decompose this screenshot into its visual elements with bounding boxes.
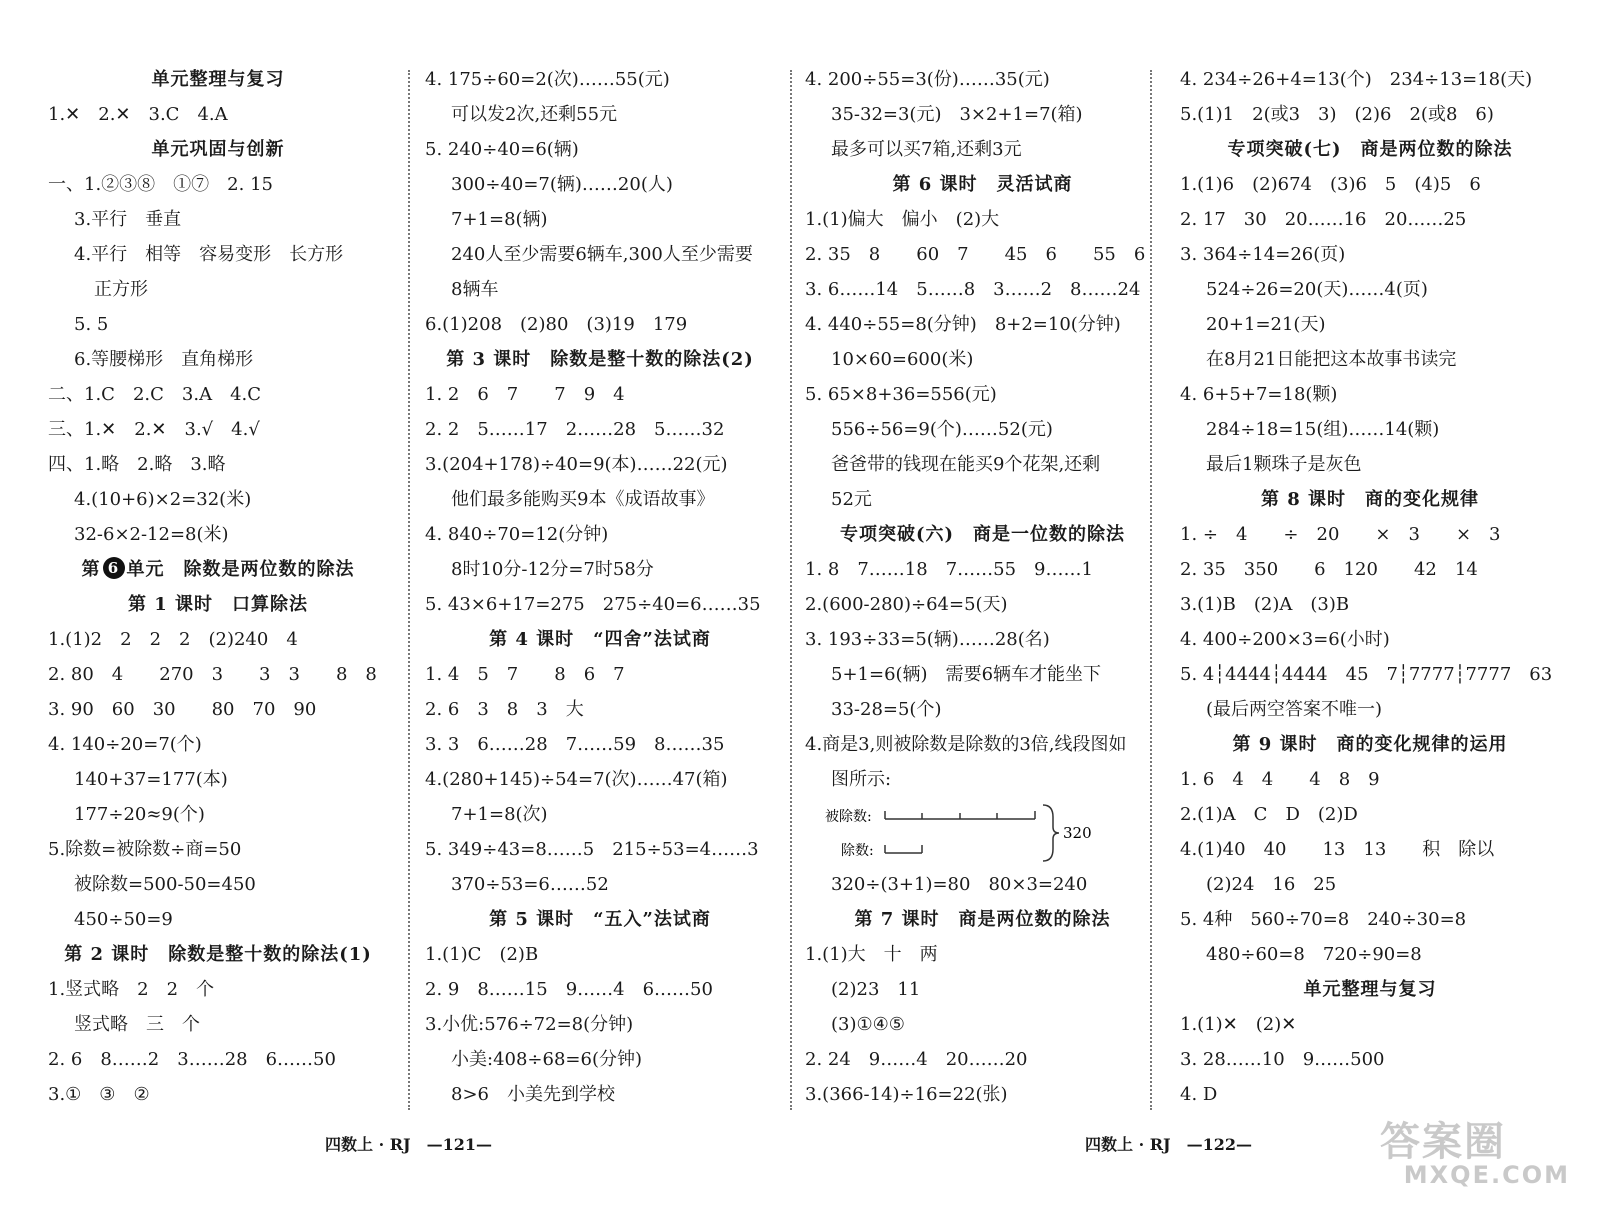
answer-line: 10×60=600(米) (831, 349, 974, 370)
unit-heading (48, 552, 388, 587)
answer-line: 20+1=21(天) (1206, 314, 1326, 335)
answer-line: 4.(280+145)÷54=7(次)……47(箱) (425, 769, 728, 790)
answer-line: 5. 4┆4444┆4444 45 7┆7777┆7777 63 (1180, 664, 1553, 685)
answer-line: 480÷60=8 720÷90=8 (1206, 944, 1422, 965)
answer-line: (2)24 16 25 (1206, 874, 1337, 895)
answer-line: 1.竖式略 2 2 个 (48, 979, 215, 1000)
answer-line: 556÷56=9(个)……52(元) (831, 419, 1053, 440)
answer-line: 1.(1)6 (2)674 (3)6 5 (4)5 6 (1180, 174, 1481, 195)
section-heading: 第 1 课时 口算除法 (127, 594, 309, 615)
answer-line: 4. 6+5+7=18(颗) (1180, 384, 1338, 405)
answer-line: 3. 28……10 9……500 (1180, 1049, 1385, 1070)
answer-line: 5. 5 (74, 314, 109, 335)
answer-line: 5. 65×8+36=556(元) (805, 384, 997, 405)
answer-line: 4. 200÷55=3(份)……35(元) (805, 69, 1050, 90)
page-footer-right: 四数上 · RJ —122— (1085, 1135, 1252, 1154)
column-2 (425, 62, 775, 1112)
answer-line: 二、1.C 2.C 3.A 4.C (48, 384, 262, 405)
answer-line: 1.(1)大 十 两 (805, 944, 938, 965)
answer-line: 52元 (831, 489, 872, 510)
answer-line: 5.(1)1 2(或3 3) (2)6 2(或8 6) (1180, 104, 1494, 125)
answer-line: 正方形 (94, 279, 148, 300)
answer-line: 3. 193÷33=5(辆)……28(名) (805, 629, 1050, 650)
divisor-label: 除数: (841, 843, 874, 859)
answer-line: (2)23 11 (831, 979, 921, 1000)
answer-line: 8时10分-12分=7时58分 (451, 559, 654, 580)
answer-line: 2. 35 350 6 120 42 14 (1180, 559, 1478, 580)
column-1 (48, 62, 388, 1112)
answer-line: 爸爸带的钱现在能买9个花架,还剩 (831, 454, 1101, 475)
answer-line: 6.等腰梯形 直角梯形 (74, 349, 254, 370)
section-heading: 第 2 课时 除数是整十数的除法(1) (64, 944, 372, 965)
answer-line: 4. 440÷55=8(分钟) 8+2=10(分钟) (805, 314, 1121, 335)
answer-line: 在8月21日能把这本故事书读完 (1206, 349, 1457, 370)
answer-line: 3. 6……14 5……8 3……2 8……24 (805, 279, 1141, 300)
page-footer-left: 四数上 · RJ —121— (325, 1135, 492, 1154)
answer-line: 8辆车 (451, 279, 499, 300)
answer-line: 竖式略 三 个 (74, 1014, 200, 1035)
answer-line: 最多可以买7箱,还剩3元 (831, 139, 1022, 160)
answer-line: 33-28=5(个) (831, 699, 942, 720)
answer-line: 1.✕ 2.✕ 3.C 4.A (48, 104, 228, 125)
watermark (1380, 1110, 1580, 1200)
answer-line: 5. 349÷43=8……5 215÷53=4……3 (425, 839, 759, 860)
answer-line: 最后1颗珠子是灰色 (1206, 454, 1362, 475)
answer-line: 4. 234÷26+4=13(个) 234÷13=18(天) (1180, 69, 1533, 90)
section-heading: 第 9 课时 商的变化规律的运用 (1232, 734, 1508, 755)
column-3-bottom (805, 867, 1160, 1112)
answer-line: 320÷(3+1)=80 80×3=240 (831, 874, 1088, 895)
answer-line: 450÷50=9 (74, 909, 173, 930)
column-3-top (805, 62, 1160, 797)
answer-line: 3. 364÷14=26(页) (1180, 244, 1346, 265)
answer-line: 四、1.略 2.略 3.略 (48, 454, 226, 475)
answer-line: 4. 400÷200×3=6(小时) (1180, 629, 1390, 650)
answer-line: 3.(1)B (2)A (3)B (1180, 594, 1350, 615)
answer-line: 2. 6 8……2 3……28 6……50 (48, 1049, 336, 1070)
answer-line: 1. 8 7……18 7……55 9……1 (805, 559, 1093, 580)
column-4 (1180, 62, 1560, 1112)
answer-line: 524÷26=20(天)……4(页) (1206, 279, 1428, 300)
answer-line: 35-32=3(元) 3×2+1=7(箱) (831, 104, 1083, 125)
answer-line: 2.(1)A C D (2)D (1180, 804, 1358, 825)
answer-line: 177÷20≈9(个) (74, 804, 205, 825)
section-heading: 第 5 课时 “五入”法试商 (489, 909, 711, 930)
answer-line: 7+1=8(次) (451, 804, 548, 825)
answer-line: 3.① ③ ② (48, 1084, 150, 1105)
answer-line: 284÷18=15(组)……14(颗) (1206, 419, 1440, 440)
answer-line: 3. 3 6……28 7……59 8……35 (425, 734, 725, 755)
dividend-label: 被除数: (825, 809, 872, 825)
section-heading: 第 4 课时 “四舍”法试商 (489, 629, 711, 650)
answer-line: 1. 2 6 7 7 9 4 (425, 384, 625, 405)
section-heading: 专项突破(七) 商是两位数的除法 (1227, 139, 1513, 160)
answer-line: 4. D (1180, 1084, 1218, 1105)
answer-line: 4. 140÷20=7(个) (48, 734, 202, 755)
answer-line: 2. 24 9……4 20……20 (805, 1049, 1028, 1070)
answer-line: 6.(1)208 (2)80 (3)19 179 (425, 314, 688, 335)
section-heading: 第 6 课时 灵活试商 (892, 174, 1073, 195)
answer-line: 他们最多能购买9本《成语故事》 (451, 489, 715, 510)
answer-line: 4.平行 相等 容易变形 长方形 (74, 244, 344, 265)
answer-line: 4.商是3,则被除数是除数的3倍,线段图如 (805, 734, 1127, 755)
total-label: 320 (1063, 824, 1092, 842)
answer-line: (3)①④⑤ (831, 1014, 905, 1035)
answer-line: 2. 9 8……15 9……4 6……50 (425, 979, 713, 1000)
section-heading: 专项突破(六) 商是一位数的除法 (839, 524, 1126, 545)
unit-prefix: 第 (81, 559, 101, 580)
answer-line: 1.(1)2 2 2 2 (2)240 4 (48, 629, 298, 650)
answer-line: 140+37=177(本) (74, 769, 228, 790)
column-divider (1150, 70, 1152, 1110)
answer-line: 1. 6 4 4 4 8 9 (1180, 769, 1380, 790)
section-heading: 单元整理与复习 (151, 69, 285, 90)
answer-line: 3. 90 60 30 80 70 90 (48, 699, 317, 720)
answer-line: 3.平行 垂直 (74, 209, 182, 230)
answer-line: 7+1=8(辆) (451, 209, 548, 230)
answer-line: 一、1.②③⑧ ①⑦ 2. 15 (48, 174, 273, 195)
answer-line: 2. 80 4 270 3 3 3 8 8 (48, 664, 377, 685)
answer-line: 4.(10+6)×2=32(米) (74, 489, 252, 510)
answer-line: 5+1=6(辆) 需要6辆车才能坐下 (831, 664, 1102, 685)
answer-line: 5.除数=被除数÷商=50 (48, 839, 242, 860)
answer-line: 2. 6 3 8 3 大 (425, 699, 584, 720)
answer-line: 300÷40=7(辆)……20(人) (451, 174, 673, 195)
answer-line: 4. 175÷60=2(次)……55(元) (425, 69, 670, 90)
answer-line: 三、1.✕ 2.✕ 3.√ 4.√ (48, 419, 260, 440)
answer-line: 4.(1)40 40 13 13 积 除以 (1180, 839, 1495, 860)
answer-line: 2. 35 8 60 7 45 6 55 6 (805, 244, 1146, 265)
column-divider (408, 70, 410, 1110)
answer-line: 图所示: (831, 769, 892, 790)
answer-line: 370÷53=6……52 (451, 874, 609, 895)
answer-line: 32-6×2-12=8(米) (74, 524, 229, 545)
answer-line: 3.(366-14)÷16=22(张) (805, 1084, 1008, 1105)
section-heading: 单元巩固与创新 (151, 139, 285, 160)
section-heading: 第 3 课时 除数是整十数的除法(2) (446, 349, 754, 370)
answer-line: 1.(1)偏大 偏小 (2)大 (805, 209, 1000, 230)
answer-line: 2. 17 30 20……16 20……25 (1180, 209, 1467, 230)
segment-diagram-svg (825, 797, 1125, 867)
answer-line: 1. 4 5 7 8 6 7 (425, 664, 625, 685)
answer-line: 8>6 小美先到学校 (451, 1084, 615, 1105)
answer-line: 2.(600-280)÷64=5(天) (805, 594, 1008, 615)
column-3 (805, 62, 1160, 1112)
answer-line: 2. 2 5……17 2……28 5……32 (425, 419, 725, 440)
answer-line: 1.(1)C (2)B (425, 944, 539, 965)
brace (1043, 805, 1059, 861)
answer-line: 5. 4种 560÷70=8 240÷30=8 (1180, 909, 1467, 930)
segment-diagram (825, 797, 1160, 867)
answer-line: 5. 240÷40=6(辆) (425, 139, 579, 160)
column-divider (790, 70, 792, 1110)
answer-line: (最后两空答案不唯一) (1206, 699, 1383, 720)
section-heading: 第 7 课时 商是两位数的除法 (854, 909, 1111, 930)
answer-line: 可以发2次,还剩55元 (451, 104, 618, 125)
unit-number-badge: 6 (103, 557, 125, 579)
answer-line: 1.(1)✕ (2)✕ (1180, 1014, 1297, 1035)
answer-line: 3.(204+178)÷40=9(本)……22(元) (425, 454, 728, 475)
section-heading: 单元整理与复习 (1303, 979, 1437, 1000)
answer-line: 小美:408÷68=6(分钟) (451, 1049, 642, 1070)
answer-line: 5. 43×6+17=275 275÷40=6……35 (425, 594, 761, 615)
answer-line: 被除数=500-50=450 (74, 874, 256, 895)
answer-line: 240人至少需要6辆车,300人至少需要 (451, 244, 753, 265)
unit-title: 单元 除数是两位数的除法 (126, 559, 355, 580)
watermark-logo-text: 答案圈 (1380, 1119, 1506, 1165)
answer-line: 3.小优:576÷72=8(分钟) (425, 1014, 634, 1035)
answer-line: 4. 840÷70=12(分钟) (425, 524, 609, 545)
answer-line: 1. ÷ 4 ÷ 20 × 3 × 3 (1180, 524, 1501, 545)
section-heading: 第 8 课时 商的变化规律 (1260, 489, 1480, 510)
watermark-url: MXQE.COM (1403, 1161, 1570, 1189)
